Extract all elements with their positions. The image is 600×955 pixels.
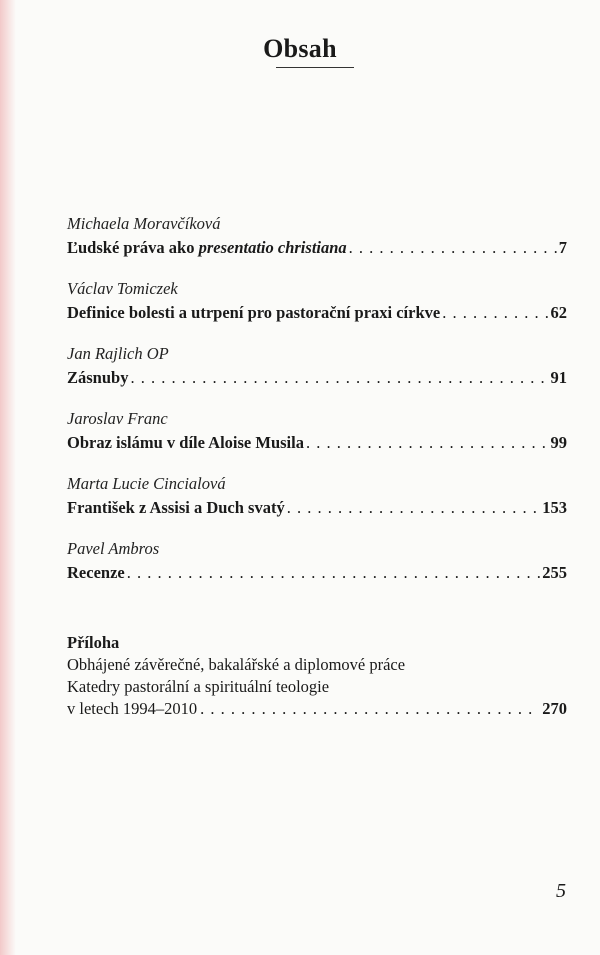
- page-title: Obsah: [263, 34, 337, 63]
- entry-author: Michaela Moravčíková: [67, 214, 221, 233]
- page-number: 5: [556, 880, 566, 902]
- entry-author: Jaroslav Franc: [67, 409, 168, 428]
- entry-row[interactable]: [67, 561, 567, 585]
- entry-page: 99: [550, 433, 567, 452]
- page-edge-tint: [0, 0, 16, 955]
- toc-entry[interactable]: [67, 342, 567, 390]
- appendix-page: 270: [542, 699, 567, 718]
- entry-title: Ľudské práva ako presentatio christiana: [67, 238, 347, 257]
- leader-dots: [442, 301, 548, 325]
- appendix-line: v letech 1994–2010: [67, 699, 198, 718]
- table-of-contents: [67, 212, 567, 602]
- entry-author: Václav Tomiczek: [67, 279, 178, 298]
- leader-dots: [127, 561, 541, 585]
- appendix-entry[interactable]: [67, 632, 567, 720]
- entry-title: Recenze: [67, 563, 125, 582]
- toc-entry[interactable]: [67, 212, 567, 260]
- entry-title: Definice bolesti a utrpení pro pastorační praxi církve: [67, 303, 441, 322]
- toc-entry[interactable]: [67, 277, 567, 325]
- entry-title: Zásnuby: [67, 368, 129, 387]
- entry-author: Jan Rajlich OP: [67, 344, 169, 363]
- entry-page: 153: [542, 498, 567, 517]
- entry-row[interactable]: [67, 431, 567, 455]
- entry-row[interactable]: [67, 366, 567, 390]
- entry-title: Obraz islámu v díle Aloise Musila: [67, 433, 304, 452]
- leader-dots: [200, 698, 539, 720]
- entry-title: František z Assisi a Duch svatý: [67, 498, 285, 517]
- appendix-line: Obhájené závěrečné, bakalářské a diplomové práce: [67, 655, 406, 674]
- leader-dots: [306, 431, 549, 455]
- entry-row[interactable]: [67, 496, 567, 520]
- entry-page: 255: [542, 563, 567, 582]
- entry-row[interactable]: [67, 236, 567, 260]
- appendix-row[interactable]: [67, 698, 567, 720]
- leader-dots: [130, 366, 548, 390]
- leader-dots: [349, 236, 557, 260]
- toc-entry[interactable]: [67, 537, 567, 585]
- entry-page: 91: [550, 368, 567, 387]
- toc-entry[interactable]: [67, 472, 567, 520]
- entry-author: Marta Lucie Cincialová: [67, 474, 226, 493]
- entry-title-italic: presentatio christiana: [198, 238, 347, 257]
- entry-page: 7: [558, 238, 567, 257]
- leader-dots: [287, 496, 541, 520]
- entry-row[interactable]: [67, 301, 567, 325]
- toc-entry[interactable]: [67, 407, 567, 455]
- entry-page: 62: [550, 303, 567, 322]
- appendix-line: Katedry pastorální a spirituální teologie: [67, 677, 330, 696]
- title-underline: [276, 67, 354, 68]
- entry-author: Pavel Ambros: [67, 539, 160, 558]
- appendix-heading: Příloha: [67, 633, 120, 652]
